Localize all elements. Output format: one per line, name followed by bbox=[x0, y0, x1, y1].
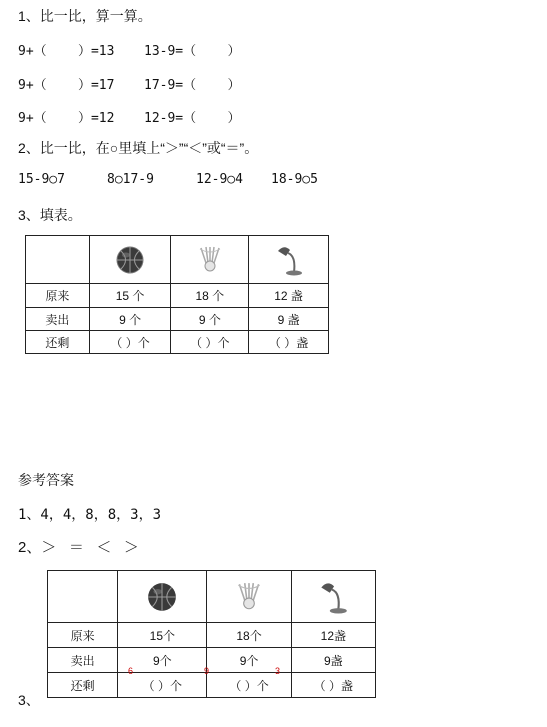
q1-row3-right: 12-9=（ ） bbox=[144, 111, 241, 126]
q1-title: 1、比一比，算一算。 bbox=[18, 8, 152, 24]
table-cell: 9个 bbox=[118, 648, 207, 673]
desk-lamp-icon bbox=[291, 571, 375, 623]
table-cell: 15个 bbox=[118, 623, 207, 648]
answer-2: 2、＞ ＝ ＜ ＞ bbox=[18, 539, 139, 556]
table-cell: 12盏 bbox=[291, 623, 375, 648]
answer-1: 1、4，4，8，8，3，3 bbox=[18, 507, 162, 523]
fill-table bbox=[25, 235, 329, 354]
table-cell: （ ）个 bbox=[118, 673, 207, 698]
basketball-icon bbox=[118, 571, 207, 623]
table-cell: 15 个 bbox=[89, 284, 171, 308]
answers-heading: 参考答案 bbox=[18, 472, 74, 488]
handwritten-answer-2: 9 bbox=[204, 666, 210, 676]
q2-title: 2、比一比，在○里填上“＞”“＜”或“＝”。 bbox=[18, 140, 259, 156]
table-cell: （ ）盏 bbox=[291, 673, 375, 698]
q2-item-1: 15-9○7 bbox=[18, 172, 65, 187]
row-label: 卖出 bbox=[48, 648, 118, 673]
q1-row1-right: 13-9=（ ） bbox=[144, 44, 241, 59]
table-cell: 9 个 bbox=[89, 308, 171, 331]
table-cell: 18 个 bbox=[171, 284, 249, 308]
q3-title: 3、填表。 bbox=[18, 207, 82, 223]
table-corner-cell bbox=[48, 571, 118, 623]
q1-row2-right: 17-9=（ ） bbox=[144, 78, 241, 93]
row-label: 还剩 bbox=[26, 331, 90, 354]
handwritten-answer-3: 3 bbox=[275, 666, 281, 676]
q1-row1-left: 9+（ ）=13 bbox=[18, 44, 115, 59]
q1-row2-left: 9+（ ）=17 bbox=[18, 78, 115, 93]
row-label: 还剩 bbox=[48, 673, 118, 698]
row-label: 卖出 bbox=[26, 308, 90, 331]
handwritten-answer-1: 6 bbox=[128, 666, 134, 676]
desk-lamp-icon bbox=[249, 236, 329, 284]
q2-item-2: 8○17-9 bbox=[107, 172, 154, 187]
table-cell: 9 盏 bbox=[249, 308, 329, 331]
shuttlecock-icon bbox=[207, 571, 291, 623]
table-cell: 9 个 bbox=[171, 308, 249, 331]
table-cell: （ ）个 bbox=[171, 331, 249, 354]
row-label: 原来 bbox=[26, 284, 90, 308]
q2-item-4: 18-9○5 bbox=[271, 172, 318, 187]
table-cell: （ ）个 bbox=[89, 331, 171, 354]
table-cell: （ ）个 bbox=[207, 673, 291, 698]
table-corner-cell bbox=[26, 236, 90, 284]
table-cell: 12 盏 bbox=[249, 284, 329, 308]
q2-item-3: 12-9○4 bbox=[196, 172, 243, 187]
table-cell: 18个 bbox=[207, 623, 291, 648]
table-cell: 9个 bbox=[207, 648, 291, 673]
table-cell: 9盏 bbox=[291, 648, 375, 673]
table-cell: （ ）盏 bbox=[249, 331, 329, 354]
q1-row3-left: 9+（ ）=12 bbox=[18, 111, 115, 126]
answer-3-label: 3、 bbox=[18, 692, 40, 708]
row-label: 原来 bbox=[48, 623, 118, 648]
shuttlecock-icon bbox=[171, 236, 249, 284]
answer-table bbox=[47, 570, 376, 698]
basketball-icon bbox=[89, 236, 171, 284]
